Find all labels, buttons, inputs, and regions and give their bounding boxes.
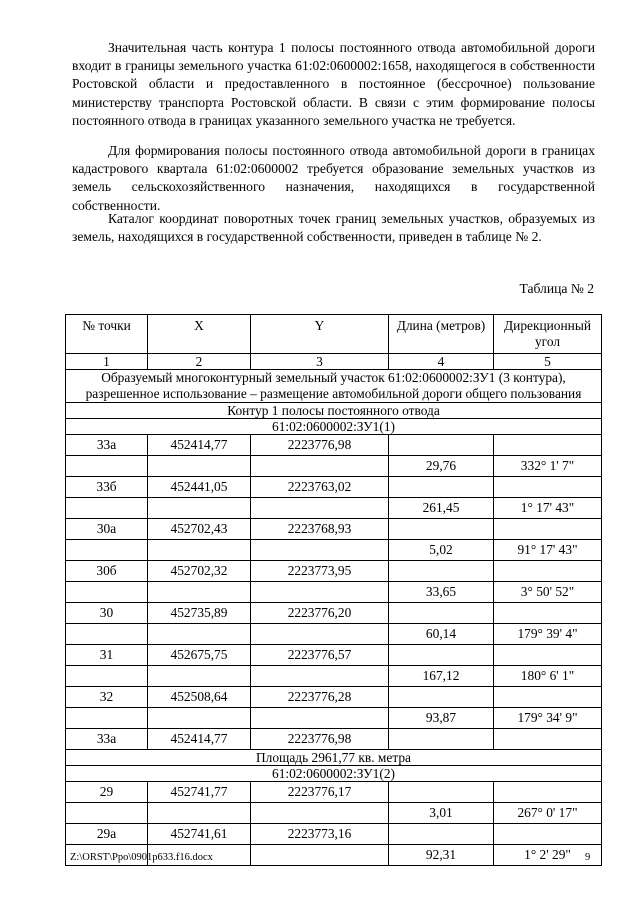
table-cell	[148, 708, 251, 729]
table-cell	[66, 803, 148, 824]
table-cell: 332° 1' 7"	[494, 456, 602, 477]
contour1-id-row	[66, 419, 602, 435]
table-cell: 2223763,02	[251, 477, 389, 498]
header-cell: № точки	[66, 315, 148, 354]
table-cell	[66, 540, 148, 561]
table-cell: 1° 2' 29"	[494, 845, 602, 866]
table-cell: 452441,05	[148, 477, 251, 498]
table-cell	[251, 582, 389, 603]
table-cell	[389, 561, 494, 582]
table-cell: 452735,89	[148, 603, 251, 624]
table-cell: 180° 6' 1"	[494, 666, 602, 687]
table-row	[66, 803, 602, 824]
table-cell	[389, 729, 494, 750]
table-cell: 32	[66, 687, 148, 708]
table-cell	[148, 456, 251, 477]
table-caption: Таблица № 2	[519, 281, 594, 296]
table-cell: 452508,64	[148, 687, 251, 708]
table-cell: 267° 0' 17"	[494, 803, 602, 824]
table-cell	[389, 782, 494, 803]
table-cell: 452702,32	[148, 561, 251, 582]
table-cell	[494, 435, 602, 456]
contour2-id: 61:02:0600002:ЗУ1(2)	[66, 766, 602, 782]
table-cell: 1° 17' 43"	[494, 498, 602, 519]
table-cell: 452414,77	[148, 729, 251, 750]
table-cell: 29	[66, 782, 148, 803]
table-cell	[389, 824, 494, 845]
table-cell: 31	[66, 645, 148, 666]
table-row	[66, 582, 602, 603]
table-row	[66, 477, 602, 498]
table-cell: 3,01	[389, 803, 494, 824]
table-cell: 261,45	[389, 498, 494, 519]
table-cell	[494, 477, 602, 498]
table-cell	[251, 498, 389, 519]
table-cell: 2223776,98	[251, 435, 389, 456]
footer-file-path: Z:\ORST\Ppo\0901p633.f16.docx	[70, 852, 213, 863]
table-cell	[251, 624, 389, 645]
header-row	[66, 315, 602, 354]
table-cell	[66, 582, 148, 603]
column-number: 3	[251, 354, 389, 370]
table-cell: 30	[66, 603, 148, 624]
table-cell: 33а	[66, 435, 148, 456]
table-cell	[494, 645, 602, 666]
table-cell: 33б	[66, 477, 148, 498]
table-cell: 167,12	[389, 666, 494, 687]
table-cell	[389, 645, 494, 666]
table-cell: 29,76	[389, 456, 494, 477]
table-cell	[494, 782, 602, 803]
table-row	[66, 782, 602, 803]
area-summary-row	[66, 750, 602, 766]
table-cell: 29а	[66, 824, 148, 845]
paragraph-1: Значительная часть контура 1 полосы постоянного отвода автомобильной дороги входит в границы земельного участка 61:02:0600002:1658, находящегося в собственности Ростовской области и предоставленного в постоянное (бессрочное) пользование министерству транспорта Ростовской области. В связи с этим формирование полосы постоянного отвода в границах указанного земельного участка не требуется.	[72, 40, 595, 128]
paragraph-3: Каталог координат поворотных точек границ земельных участков, образуемых из земель, находящихся в государственной собственности, приведен в таблице № 2.	[72, 211, 595, 245]
table-row	[66, 624, 602, 645]
table-cell: 452702,43	[148, 519, 251, 540]
table-cell	[66, 498, 148, 519]
table-cell: 452675,75	[148, 645, 251, 666]
table-cell: 91° 17' 43"	[494, 540, 602, 561]
table-row	[66, 435, 602, 456]
contour2-id-row	[66, 766, 602, 782]
contour1-title-row	[66, 403, 602, 419]
table-cell	[251, 666, 389, 687]
table-cell	[389, 603, 494, 624]
table-cell	[148, 498, 251, 519]
coordinates-table	[65, 314, 602, 866]
area-summary: Площадь 2961,77 кв. метра	[66, 750, 602, 766]
table-cell: 2223776,17	[251, 782, 389, 803]
table-cell: 33,65	[389, 582, 494, 603]
table-cell: 30б	[66, 561, 148, 582]
table-row	[66, 708, 602, 729]
table-row	[66, 666, 602, 687]
table-cell: 2223776,98	[251, 729, 389, 750]
table-row	[66, 687, 602, 708]
column-number: 1	[66, 354, 148, 370]
table-cell: 5,02	[389, 540, 494, 561]
table-cell: 2223773,95	[251, 561, 389, 582]
parcel-title: Образуемый многоконтурный земельный участок 61:02:0600002:ЗУ1 (3 контура), разрешенное использование – размещение автомобильной дороги общего пользования	[66, 370, 602, 403]
contour1-id: 61:02:0600002:ЗУ1(1)	[66, 419, 602, 435]
table-cell: 60,14	[389, 624, 494, 645]
table-cell	[389, 519, 494, 540]
table-cell	[494, 519, 602, 540]
table-row	[66, 456, 602, 477]
table-cell: 2223776,20	[251, 603, 389, 624]
table-cell	[148, 582, 251, 603]
table-row	[66, 519, 602, 540]
table-cell: 33а	[66, 729, 148, 750]
table-cell	[148, 624, 251, 645]
table-cell: 3° 50' 52"	[494, 582, 602, 603]
table-row	[66, 824, 602, 845]
table-cell: 2223776,57	[251, 645, 389, 666]
table-row	[66, 603, 602, 624]
table-row	[66, 561, 602, 582]
header-cell: X	[148, 315, 251, 354]
table-cell	[251, 540, 389, 561]
table-cell	[494, 561, 602, 582]
table-cell: 179° 39' 4"	[494, 624, 602, 645]
column-number: 4	[389, 354, 494, 370]
page-number: 9	[585, 852, 591, 863]
table-row	[66, 498, 602, 519]
table-cell: 92,31	[389, 845, 494, 866]
table-cell	[66, 666, 148, 687]
table-cell: 2223773,16	[251, 824, 389, 845]
table-cell	[66, 708, 148, 729]
paragraph-2: Для формирования полосы постоянного отвода автомобильной дороги в границах кадастрового квартала 61:02:0600002 требуется образование земельных участков из земель сельскохозяйственного назначения, находящихся в государственной собственности.	[72, 143, 595, 213]
table-cell: 2223768,93	[251, 519, 389, 540]
parcel-title-row	[66, 370, 602, 403]
column-number-row	[66, 354, 602, 370]
header-cell: Длина (метров)	[389, 315, 494, 354]
contour1-title: Контур 1 полосы постоянного отвода	[66, 403, 602, 419]
table-cell: 179° 34' 9"	[494, 708, 602, 729]
table-cell	[494, 824, 602, 845]
table-cell	[148, 666, 251, 687]
table-cell	[66, 624, 148, 645]
table-cell: 452741,77	[148, 782, 251, 803]
table-cell: 93,87	[389, 708, 494, 729]
table-cell	[66, 456, 148, 477]
table-cell	[251, 456, 389, 477]
table-cell	[389, 435, 494, 456]
column-number: 5	[494, 354, 602, 370]
header-cell: Дирекционный угол	[494, 315, 602, 354]
table-cell	[494, 729, 602, 750]
table-cell	[251, 845, 389, 866]
table-cell	[148, 803, 251, 824]
header-cell: Y	[251, 315, 389, 354]
table-row	[66, 645, 602, 666]
table-cell	[148, 540, 251, 561]
table-row	[66, 540, 602, 561]
table-cell	[251, 803, 389, 824]
table-cell: 30а	[66, 519, 148, 540]
table-cell	[494, 603, 602, 624]
table-cell: 452414,77	[148, 435, 251, 456]
column-number: 2	[148, 354, 251, 370]
table-cell	[389, 687, 494, 708]
table-cell	[251, 708, 389, 729]
table-row	[66, 729, 602, 750]
table-cell	[494, 687, 602, 708]
table-cell: 2223776,28	[251, 687, 389, 708]
table-cell: 452741,61	[148, 824, 251, 845]
table-cell	[389, 477, 494, 498]
